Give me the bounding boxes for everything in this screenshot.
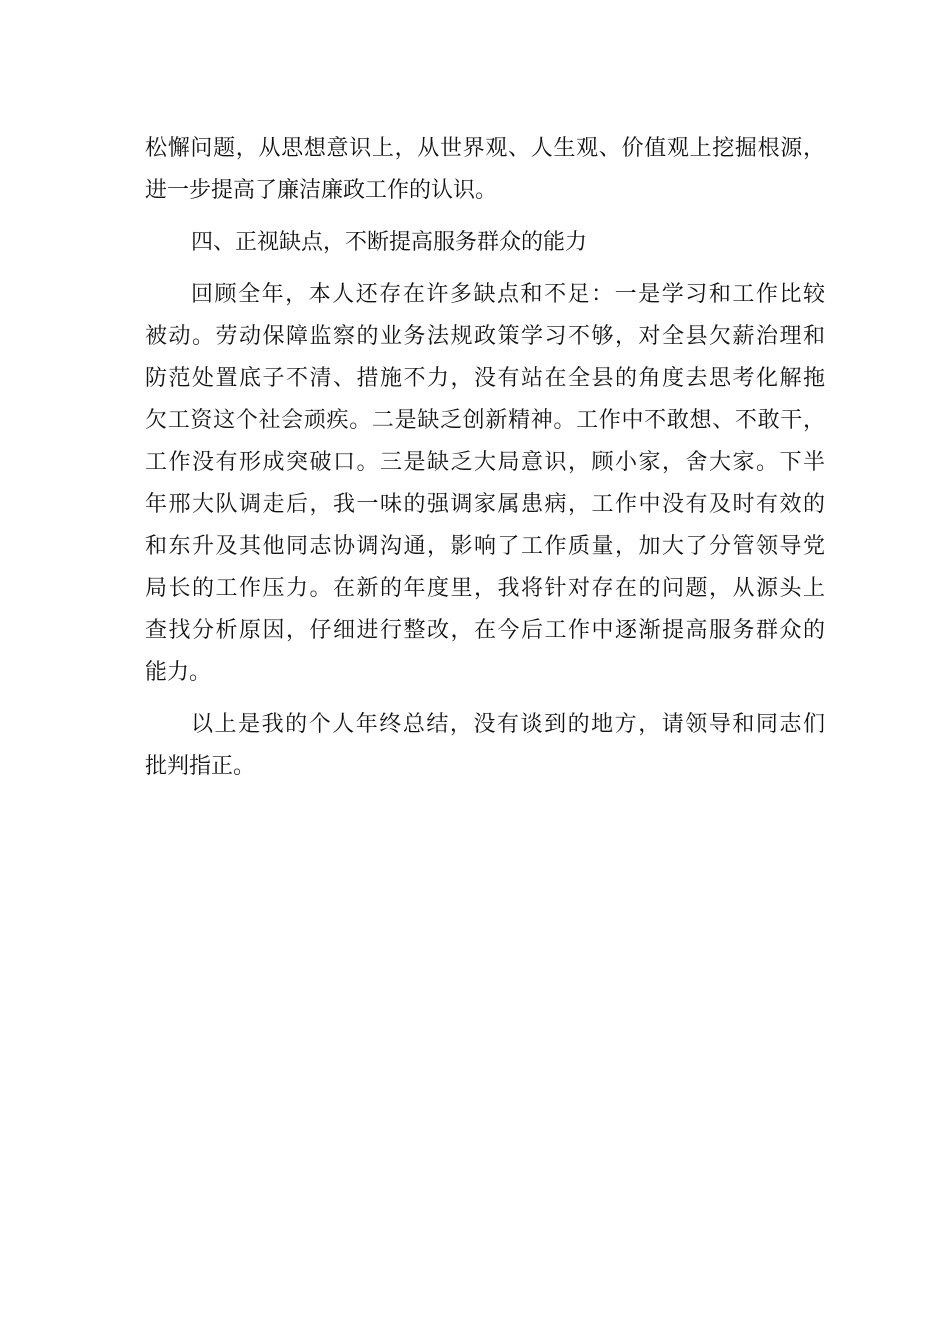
heading-line: 四、正视缺点，不断提高服务群众的能力 (191, 230, 588, 255)
text-line: 查找分析原因，仔细进行整改，在今后工作中逐渐提高服务群众的 (145, 618, 825, 643)
paragraph-continuation (145, 128, 825, 212)
text-line: 批判指正。 (145, 754, 256, 779)
text-line: 年邢大队调走后，我一味的强调家属患病，工作中没有及时有效的 (145, 492, 825, 517)
text-line: 以上是我的个人年终总结，没有谈到的地方，请领导和同志们 (191, 712, 825, 737)
text-line: 进一步提高了廉洁廉政工作的认识。 (145, 178, 498, 203)
text-line: 松懈问题，从思想意识上，从世界观、人生观、价值观上挖掘根源， (145, 136, 825, 161)
paragraph-closing (145, 704, 825, 788)
paragraph-review (145, 274, 825, 694)
text-line: 局长的工作压力。在新的年度里，我将针对存在的问题，从源头上 (145, 576, 825, 601)
text-line: 和东升及其他同志协调沟通，影响了工作质量，加大了分管领导党 (145, 534, 825, 559)
section-heading (145, 222, 825, 264)
document-body (145, 128, 825, 798)
text-line: 能力。 (145, 660, 212, 685)
text-line: 被动。劳动保障监察的业务法规政策学习不够，对全县欠薪治理和 (145, 324, 825, 349)
text-line: 欠工资这个社会顽疾。二是缺乏创新精神。工作中不敢想、不敢干， (145, 408, 825, 433)
text-line: 防范处置底子不清、措施不力，没有站在全县的角度去思考化解拖 (145, 366, 825, 391)
text-line: 工作没有形成突破口。三是缺乏大局意识，顾小家，舍大家。下半 (145, 450, 825, 475)
text-line: 回顾全年，本人还存在许多缺点和不足：一是学习和工作比较 (191, 282, 825, 307)
